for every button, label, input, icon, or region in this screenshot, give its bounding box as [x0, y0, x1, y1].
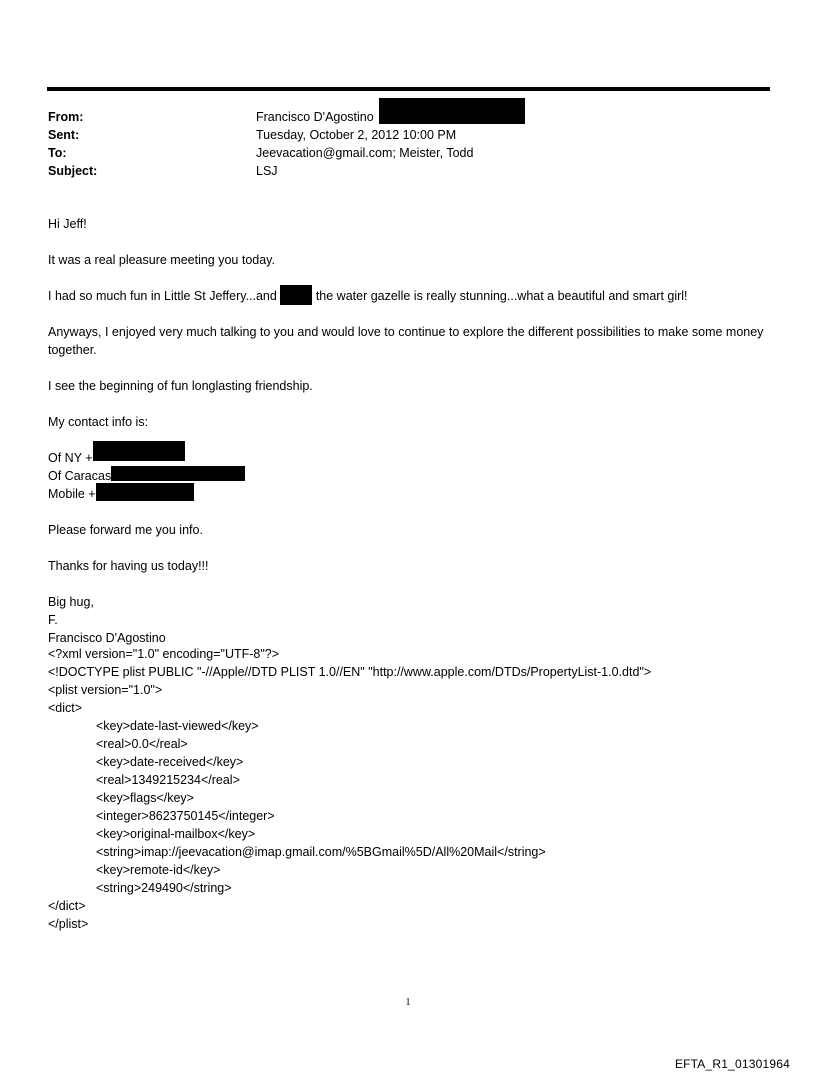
header-to: [48, 144, 768, 162]
plist-dict-line: <key>date-last-viewed</key>: [96, 719, 259, 733]
plist-dict-line: <key>original-mailbox</key>: [96, 827, 256, 841]
subject-value: LSJ: [256, 164, 278, 178]
contact-mobile-label: Mobile +: [48, 487, 96, 501]
signature-block: [48, 593, 768, 647]
email-headers: [48, 108, 768, 180]
redaction-block: [280, 285, 312, 305]
plist-dict-line: <real>1349215234</real>: [96, 773, 240, 787]
greeting: Hi Jeff!: [48, 217, 87, 231]
contact-mobile: [48, 485, 768, 503]
signature-name: Francisco D'Agostino: [48, 631, 166, 645]
redaction-block: [93, 441, 185, 461]
email-body: [48, 215, 768, 647]
bates-number: EFTA_R1_01301964: [674, 1057, 790, 1071]
paragraph-pleasure: It was a real pleasure meeting you today.: [48, 253, 275, 267]
plist-line: <?xml version="1.0" encoding="UTF-8"?>: [48, 647, 280, 661]
header-rule: [47, 87, 770, 91]
to-label: To:: [48, 146, 67, 160]
paragraph-fun-end: the water gazelle is really stunning...what a beautiful and smart girl!: [315, 289, 688, 303]
paragraph-forward: Please forward me you info.: [48, 523, 203, 537]
page-number: 1: [405, 997, 411, 1008]
redaction-block: [111, 466, 245, 481]
from-label: From:: [48, 110, 84, 124]
plist-closing-line: </dict>: [48, 899, 86, 913]
contact-ny-label: Of NY +: [48, 451, 93, 465]
plist-dict-line: <string>249490</string>: [96, 881, 232, 895]
plist-dict-line: <key>remote-id</key>: [96, 863, 221, 877]
paragraph-thanks: Thanks for having us today!!!: [48, 559, 209, 573]
sent-value: Tuesday, October 2, 2012 10:00 PM: [256, 128, 457, 142]
plist-dict-line: <key>date-received</key>: [96, 755, 244, 769]
paragraph-fun: [48, 287, 768, 305]
signoff: Big hug,: [48, 595, 94, 609]
plist-dict-line: <integer>8623750145</integer>: [96, 809, 275, 823]
from-value: [256, 108, 525, 126]
paragraph-fun-start: I had so much fun in Little St Jeffery...and: [48, 289, 277, 303]
plist-line: <plist version="1.0">: [48, 683, 163, 697]
plist-line: <dict>: [48, 701, 83, 715]
sent-label: Sent:: [48, 128, 80, 142]
redaction-block: [379, 98, 525, 124]
header-sent: [48, 126, 768, 144]
paragraph-contact-intro: My contact info is:: [48, 415, 149, 429]
contact-caracas-label: Of Caracas: [48, 469, 112, 483]
paragraph-anyways: Anyways, I enjoyed very much talking to you and would love to continue to explore the different possibilities to make some money together.: [48, 325, 764, 357]
header-from: [48, 108, 768, 126]
from-name: Francisco D'Agostino: [256, 110, 374, 124]
plist-dict-line: <real>0.0</real>: [96, 737, 188, 751]
redaction-block: [96, 483, 194, 501]
plist-dict-line: <string>imap://jeevacation@imap.gmail.com/%5BGmail%5D/All%20Mail</string>: [96, 845, 546, 859]
header-subject: [48, 162, 768, 180]
plist-closing-line: </plist>: [48, 917, 89, 931]
to-value: Jeevacation@gmail.com; Meister, Todd: [256, 146, 474, 160]
plist-dict-line: <key>flags</key>: [96, 791, 194, 805]
signoff-initial: F.: [48, 613, 58, 627]
paragraph-friendship: I see the beginning of fun longlasting friendship.: [48, 379, 313, 393]
plist-metadata: [48, 645, 768, 933]
contact-ny: [48, 449, 768, 467]
subject-label: Subject:: [48, 164, 98, 178]
contact-info: [48, 449, 768, 503]
plist-line: <!DOCTYPE plist PUBLIC "-//Apple//DTD PLIST 1.0//EN" "http://www.apple.com/DTDs/PropertyList-1.0.dtd">: [48, 665, 652, 679]
